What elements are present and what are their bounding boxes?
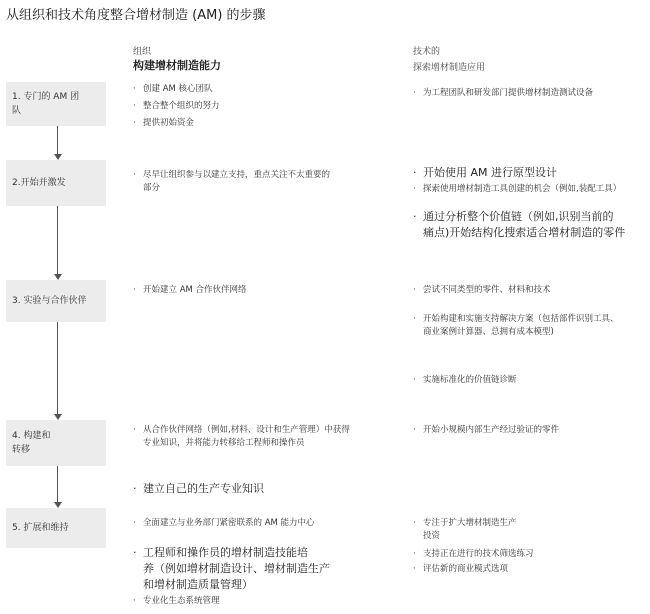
bullet-icon: · bbox=[413, 88, 416, 98]
org-column-subtitle: 组织 bbox=[133, 47, 152, 57]
tech-column-subtitle: 技术的 bbox=[413, 47, 441, 57]
step-3-label: 3. 实验与合作伙伴 bbox=[12, 296, 87, 306]
bullet-icon: · bbox=[133, 482, 137, 495]
tech-bullet: · 开始使用 AM 进行原型设计 bbox=[413, 166, 558, 179]
tech-bullet: · 通过分析整个价值链（例如,识别当前的 痛点)开始结构化搜索适合增材制造的零件 bbox=[413, 210, 626, 239]
org-column-title: 构建增材制造能力 bbox=[133, 59, 221, 72]
step-1-label: 1. 专门的 AM 团 队 bbox=[12, 92, 80, 116]
bullet-icon: · bbox=[133, 546, 137, 559]
org-bullet: · 整合整个组织的努力 bbox=[133, 101, 220, 111]
bullet-icon: · bbox=[133, 118, 136, 128]
bullet-icon: · bbox=[413, 285, 416, 295]
arrow-down-icon bbox=[54, 502, 62, 508]
bullet-icon: · bbox=[133, 285, 136, 295]
step-2-label: 2.开始并激发 bbox=[12, 178, 66, 188]
bullet-icon: · bbox=[413, 549, 416, 559]
tech-bullet: · 实施标准化的价值链诊断 bbox=[413, 375, 517, 385]
bullet-icon: · bbox=[413, 210, 417, 223]
org-bullet: · 专业化生态系统管理 bbox=[133, 596, 220, 606]
tech-bullet: · 探索使用增材制造工具创建的机会（例如,装配工具） bbox=[413, 184, 622, 194]
bullet-icon: · bbox=[133, 425, 136, 435]
org-bullet: · 建立自己的生产专业知识 bbox=[133, 482, 264, 495]
org-bullet: · 提供初始资金 bbox=[133, 118, 195, 128]
arrow-line-2 bbox=[57, 206, 58, 274]
step-4-box bbox=[6, 420, 106, 466]
tech-bullet: · 支持正在进行的技术筛选练习 bbox=[413, 549, 534, 559]
bullet-icon: · bbox=[413, 166, 417, 179]
bullet-icon: · bbox=[413, 314, 416, 324]
org-bullet: · 全面建立与业务部门紧密联系的 AM 能力中心 bbox=[133, 518, 315, 528]
tech-bullet: · 开始构建和实施支持解决方案（包括部件识别工具、 商业案例计算器、总拥有成本模型) bbox=[413, 314, 619, 337]
step-5-label: 5. 扩展和维持 bbox=[12, 523, 69, 533]
arrow-down-icon bbox=[54, 414, 62, 420]
tech-bullet: · 专注于扩大增材制造生产 投资 bbox=[413, 518, 517, 541]
bullet-icon: · bbox=[413, 375, 416, 385]
bullet-icon: · bbox=[413, 564, 416, 574]
bullet-icon: · bbox=[133, 596, 136, 606]
tech-bullet: · 开始小规模内部生产经过验证的零件 bbox=[413, 425, 560, 435]
tech-column-title: 探索增材制造应用 bbox=[413, 63, 486, 73]
arrow-line-1 bbox=[57, 126, 58, 154]
tech-bullet: · 尝试不同类型的零件、材料和技术 bbox=[413, 285, 551, 295]
arrow-down-icon bbox=[54, 154, 62, 160]
arrow-down-icon bbox=[54, 274, 62, 280]
tech-bullet: · 评估新的商业模式选项 bbox=[413, 564, 509, 574]
page-title: 从组织和技术角度整合增材制造 (AM) 的步骤 bbox=[6, 8, 266, 23]
step-5-box bbox=[6, 508, 106, 548]
arrow-line-4 bbox=[57, 466, 58, 502]
step-3-box bbox=[6, 280, 106, 322]
org-bullet: · 工程师和操作员的增材制造技能培 养（例如增材制造设计、增材制造生产 和增材制造质量管理） bbox=[133, 546, 330, 591]
arrow-line-3 bbox=[57, 322, 58, 414]
step-1-box bbox=[6, 82, 106, 126]
org-bullet: · 尽早让组织参与以建立支持，重点关注不太重要的 部分 bbox=[133, 170, 331, 193]
org-bullet: · 从合作伙伴网络（例如,材料、设计和生产管理）中获得 专业知识，并将能力转移给工程师和操作员 bbox=[133, 425, 350, 448]
bullet-icon: · bbox=[413, 518, 416, 528]
tech-bullet: · 为工程团队和研发部门提供增材制造测试设备 bbox=[413, 88, 594, 98]
org-bullet: · 创建 AM 核心团队 bbox=[133, 84, 213, 94]
bullet-icon: · bbox=[413, 184, 416, 194]
bullet-icon: · bbox=[133, 170, 136, 180]
step-2-box bbox=[6, 160, 106, 206]
bullet-icon: · bbox=[413, 425, 416, 435]
bullet-icon: · bbox=[133, 84, 136, 94]
bullet-icon: · bbox=[133, 518, 136, 528]
org-bullet: · 开始建立 AM 合作伙伴网络 bbox=[133, 285, 247, 295]
bullet-icon: · bbox=[133, 101, 136, 111]
step-4-label: 4. 构建和 转移 bbox=[12, 431, 51, 455]
